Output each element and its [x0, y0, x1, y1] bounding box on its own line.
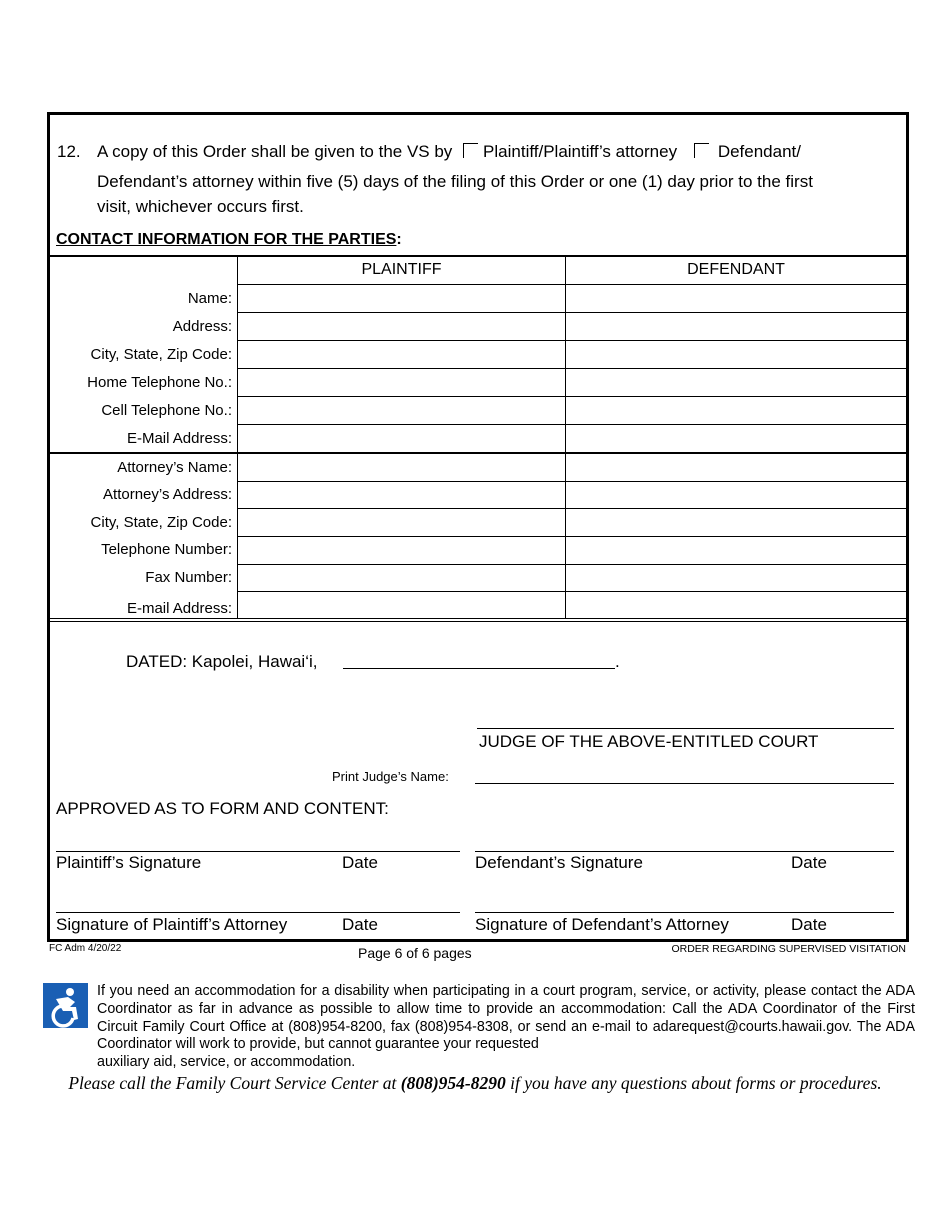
defendant-attorney-label: Defendant/: [717, 142, 801, 161]
col-defendant: DEFENDANT: [687, 261, 785, 278]
item-number: 12.: [57, 142, 81, 161]
defendant-attorney-signature-label: Signature of Defendant’s Attorney: [475, 915, 729, 934]
plaintiff-attorney-city-field[interactable]: [238, 509, 564, 536]
label-attorney-fax: Fax Number:: [145, 569, 232, 586]
item12-line3: visit, whichever occurs first.: [97, 197, 304, 216]
plaintiff-signature-line[interactable]: [56, 851, 460, 852]
item12-line2: Defendant’s attorney within five (5) days of the filing of this Order or one (1) day prior to the first: [97, 172, 813, 191]
form-id: FC Adm 4/20/22: [49, 943, 122, 954]
defendant-city-field[interactable]: [566, 341, 906, 368]
plaintiff-name-field[interactable]: [238, 285, 564, 312]
dated-text: DATED: Kapolei, Hawai‘i,: [126, 652, 318, 671]
plaintiff-signature-label: Plaintiff’s Signature: [56, 853, 202, 872]
contact-heading-colon: :: [396, 231, 402, 248]
defendant-signature-label: Defendant’s Signature: [475, 853, 643, 872]
defendant-home-phone-field[interactable]: [566, 369, 906, 396]
plaintiff-cell-phone-field[interactable]: [238, 397, 564, 424]
defendant-date-label: Date: [791, 853, 827, 872]
item12-text: A copy of this Order shall be given to the VS by: [97, 142, 453, 161]
table-bottom-border-2: [49, 621, 906, 622]
plaintiff-city-field[interactable]: [238, 341, 564, 368]
defendant-email-field[interactable]: [566, 425, 906, 452]
plaintiff-attorney-label: Plaintiff/Plaintiff’s attorney: [483, 142, 678, 161]
defendant-attorney-address-field[interactable]: [566, 482, 906, 508]
ada-notice-body: If you need an accommodation for a disability when participating in a court program, service, or activity, please contact the ADA Coordinator as far in advance as possible to allow time to provide an accommodation: Call the ADA Coordinator of the First Circuit Family Court Office at (808)954-8200, fax (808)954-8308, or send an e-mail to adarequest@courts.hawaii.gov. The ADA Coordinator will work to provide, but cannot guarantee your requested: [97, 983, 915, 1053]
defendant-attorney-name-field[interactable]: [566, 454, 906, 481]
defendant-cell-phone-field[interactable]: [566, 397, 906, 424]
label-cell-phone: Cell Telephone No.:: [101, 402, 232, 419]
label-attorney-name: Attorney’s Name:: [117, 459, 232, 476]
label-address: Address:: [172, 318, 232, 335]
row-labels: [50, 0, 232, 620]
defendant-attorney-city-field[interactable]: [566, 509, 906, 536]
service-center-after: if you have any questions about forms or procedures.: [505, 1073, 882, 1093]
document-title: ORDER REGARDING SUPERVISED VISITATION: [671, 943, 906, 955]
defendant-name-field[interactable]: [566, 285, 906, 312]
label-email: E-Mail Address:: [126, 430, 232, 447]
col-plaintiff: PLAINTIFF: [361, 261, 442, 278]
label-attorney-phone: Telephone Number:: [101, 541, 232, 558]
label-attorney-address: Attorney’s Address:: [103, 486, 232, 503]
plaintiff-attorney-address-field[interactable]: [238, 482, 564, 508]
service-center-before: Please call the Family Court Service Center at: [68, 1073, 401, 1093]
plaintiff-attorney-email-field[interactable]: [238, 592, 564, 618]
label-name: Name:: [187, 290, 232, 307]
defendant-address-field[interactable]: [566, 313, 906, 340]
plaintiff-attorney-name-field[interactable]: [238, 454, 564, 481]
label-city: City, State, Zip Code:: [90, 346, 232, 363]
service-center-phone: (808)954-8290: [400, 1073, 506, 1093]
defendant-attorney-signature-line[interactable]: [475, 912, 894, 913]
plaintiff-attorney-date-label: Date: [342, 915, 378, 934]
defendant-attorney-email-field[interactable]: [566, 592, 906, 618]
service-center-note: [0, 1073, 950, 1094]
label-attorney-city: City, State, Zip Code:: [90, 514, 232, 531]
defendant-signature-line[interactable]: [475, 851, 894, 852]
plaintiff-email-field[interactable]: [238, 425, 564, 452]
plaintiff-attorney-fax-field[interactable]: [238, 565, 564, 591]
plaintiff-attorney-signature-line[interactable]: [56, 912, 460, 913]
ada-notice-last-line: auxiliary aid, service, or accommodation.: [97, 1054, 356, 1071]
plaintiff-attorney-phone-field[interactable]: [238, 537, 564, 564]
judge-title: JUDGE OF THE ABOVE-ENTITLED COURT: [479, 732, 819, 751]
ada-notice: [97, 983, 915, 1072]
print-judge-label: Print Judge’s Name:: [332, 769, 449, 784]
plaintiff-date-label: Date: [342, 853, 378, 872]
contact-heading-text: CONTACT INFORMATION FOR THE PARTIES: [56, 231, 397, 248]
defendant-attorney-date-label: Date: [791, 915, 827, 934]
dated-period: .: [615, 652, 620, 671]
defendant-attorney-phone-field[interactable]: [566, 537, 906, 564]
print-judge-line[interactable]: [475, 783, 894, 784]
defendant-attorney-fax-field[interactable]: [566, 565, 906, 591]
label-home-phone: Home Telephone No.:: [87, 374, 232, 391]
judge-signature-line[interactable]: [477, 728, 894, 729]
accessibility-icon: [43, 983, 88, 1028]
plaintiff-attorney-checkbox[interactable]: [463, 143, 478, 158]
label-attorney-email: E-mail Address:: [126, 600, 232, 617]
defendant-attorney-checkbox[interactable]: [694, 143, 709, 158]
plaintiff-attorney-signature-label: Signature of Plaintiff’s Attorney: [56, 915, 288, 934]
approved-heading: APPROVED AS TO FORM AND CONTENT:: [56, 799, 389, 818]
plaintiff-home-phone-field[interactable]: [238, 369, 564, 396]
page-number: Page 6 of 6 pages: [358, 945, 472, 961]
dated-line[interactable]: [343, 668, 615, 669]
plaintiff-address-field[interactable]: [238, 313, 564, 340]
